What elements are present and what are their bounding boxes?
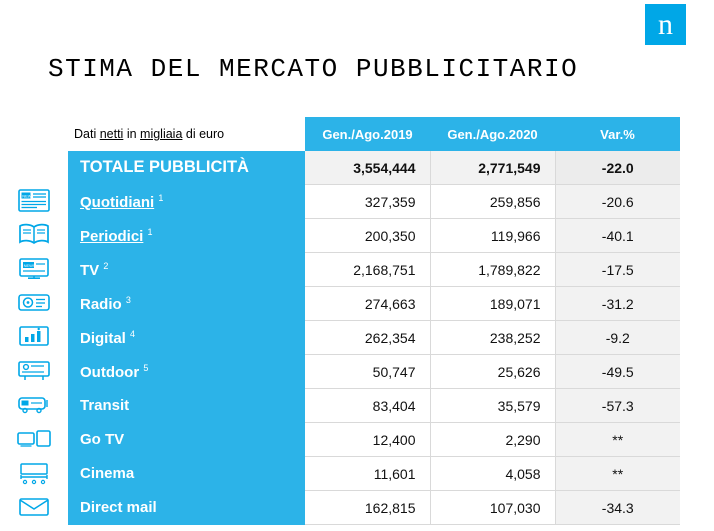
row-label-text: Quotidiani bbox=[80, 193, 155, 211]
row-label-text: Outdoor bbox=[80, 363, 140, 381]
row-label bbox=[68, 355, 305, 389]
table-row bbox=[0, 389, 680, 423]
row-icon-cell bbox=[0, 423, 68, 457]
row-icon-cell bbox=[0, 185, 68, 219]
table-body bbox=[0, 151, 680, 525]
gotv-icon bbox=[15, 425, 53, 451]
outdoor-icon bbox=[15, 357, 53, 383]
table-row bbox=[0, 491, 680, 525]
row-icon-cell bbox=[0, 253, 68, 287]
note-underline-1: netti bbox=[99, 127, 124, 141]
header-col-2020: Gen./Ago.2020 bbox=[430, 117, 555, 151]
note-mid: in bbox=[123, 127, 141, 141]
row-label-footnote: 1 bbox=[158, 192, 164, 203]
row-value-var: -34.3 bbox=[555, 491, 680, 525]
row-label-footnote: 5 bbox=[143, 362, 149, 373]
row-value-var: -49.5 bbox=[555, 355, 680, 389]
table-row bbox=[0, 355, 680, 389]
row-label-text: TV bbox=[80, 261, 100, 279]
row-value-2020: 4,058 bbox=[430, 457, 555, 491]
row-label-text: TOTALE PUBBLICITÀ bbox=[80, 158, 249, 177]
transit-icon bbox=[15, 391, 53, 417]
row-value-2019: 83,404 bbox=[305, 389, 430, 423]
row-icon-cell bbox=[0, 457, 68, 491]
row-label bbox=[68, 491, 305, 525]
row-value-var: -9.2 bbox=[555, 321, 680, 355]
row-icon-cell bbox=[0, 389, 68, 423]
row-value-2019: 2,168,751 bbox=[305, 253, 430, 287]
row-icon-cell bbox=[0, 355, 68, 389]
row-value-2019: 274,663 bbox=[305, 287, 430, 321]
row-label-text: Direct mail bbox=[80, 499, 157, 516]
row-label-footnote: 1 bbox=[147, 226, 153, 237]
radio-icon bbox=[15, 289, 53, 315]
row-value-2020: 35,579 bbox=[430, 389, 555, 423]
table-row bbox=[0, 321, 680, 355]
row-label bbox=[68, 457, 305, 491]
svg-text:NEWS: NEWS bbox=[22, 193, 35, 199]
header-note bbox=[68, 117, 305, 151]
row-value-var: ** bbox=[555, 423, 680, 457]
table-row bbox=[0, 185, 680, 219]
row-value-var: -17.5 bbox=[555, 253, 680, 287]
header-col-var: Var.% bbox=[555, 117, 680, 151]
tv-icon bbox=[15, 255, 53, 281]
row-label bbox=[68, 185, 305, 219]
svg-text:NEWS: NEWS bbox=[23, 262, 36, 268]
row-label bbox=[68, 287, 305, 321]
row-label-footnote: 3 bbox=[125, 294, 131, 305]
magazine-icon bbox=[15, 221, 53, 247]
row-value-2019: 162,815 bbox=[305, 491, 430, 525]
row-value-2020: 1,789,822 bbox=[430, 253, 555, 287]
header-icon-spacer bbox=[0, 117, 68, 151]
row-icon-cell bbox=[0, 321, 68, 355]
note-post: di euro bbox=[182, 127, 225, 141]
row-icon-cell bbox=[0, 151, 68, 185]
row-label bbox=[68, 423, 305, 457]
row-value-2020: 25,626 bbox=[430, 355, 555, 389]
row-label-text: Digital bbox=[80, 329, 126, 347]
table-row bbox=[0, 151, 680, 185]
market-table-wrap bbox=[0, 117, 714, 525]
digital-icon bbox=[15, 323, 53, 349]
newspaper-icon bbox=[15, 187, 53, 213]
row-value-2019: 327,359 bbox=[305, 185, 430, 219]
header-col-2019: Gen./Ago.2019 bbox=[305, 117, 430, 151]
row-value-2020: 189,071 bbox=[430, 287, 555, 321]
table-row bbox=[0, 253, 680, 287]
row-value-2019: 11,601 bbox=[305, 457, 430, 491]
row-value-var: -22.0 bbox=[555, 151, 680, 185]
row-label bbox=[68, 321, 305, 355]
row-value-2019: 3,554,444 bbox=[305, 151, 430, 185]
market-table bbox=[0, 117, 680, 525]
note-pre: Dati bbox=[74, 127, 100, 141]
row-value-2020: 2,290 bbox=[430, 423, 555, 457]
row-value-2019: 262,354 bbox=[305, 321, 430, 355]
row-value-2020: 238,252 bbox=[430, 321, 555, 355]
note-underline-2: migliaia bbox=[140, 127, 183, 141]
logo-letter: n bbox=[658, 8, 673, 41]
row-value-2019: 50,747 bbox=[305, 355, 430, 389]
row-label-footnote: 4 bbox=[130, 328, 136, 339]
row-label bbox=[68, 151, 305, 185]
row-value-2019: 200,350 bbox=[305, 219, 430, 253]
row-label-text: Radio bbox=[80, 295, 122, 313]
row-label-footnote: 2 bbox=[103, 260, 109, 271]
cinema-icon bbox=[15, 459, 53, 485]
table-header-row bbox=[0, 117, 680, 151]
row-label-text: Go TV bbox=[80, 431, 125, 448]
row-label-text: Cinema bbox=[80, 465, 135, 482]
row-value-var: -40.1 bbox=[555, 219, 680, 253]
row-label-text: Periodici bbox=[80, 227, 144, 245]
row-value-var: -20.6 bbox=[555, 185, 680, 219]
row-value-var: -31.2 bbox=[555, 287, 680, 321]
row-label bbox=[68, 389, 305, 423]
table-row bbox=[0, 457, 680, 491]
row-value-2020: 2,771,549 bbox=[430, 151, 555, 185]
row-value-2019: 12,400 bbox=[305, 423, 430, 457]
table-head bbox=[0, 117, 680, 151]
page-title: STIMA DEL MERCATO PUBBLICITARIO bbox=[48, 54, 579, 84]
row-icon-cell bbox=[0, 287, 68, 321]
table-row bbox=[0, 287, 680, 321]
row-icon-cell bbox=[0, 219, 68, 253]
row-value-2020: 107,030 bbox=[430, 491, 555, 525]
table-row bbox=[0, 219, 680, 253]
row-label bbox=[68, 253, 305, 287]
row-label-text: Transit bbox=[80, 397, 130, 414]
row-label bbox=[68, 219, 305, 253]
row-value-2020: 259,856 bbox=[430, 185, 555, 219]
table-row bbox=[0, 423, 680, 457]
directmail-icon bbox=[15, 493, 53, 519]
row-value-var: -57.3 bbox=[555, 389, 680, 423]
row-value-var: ** bbox=[555, 457, 680, 491]
nielsen-logo bbox=[645, 4, 686, 45]
row-value-2020: 119,966 bbox=[430, 219, 555, 253]
row-icon-cell bbox=[0, 491, 68, 525]
